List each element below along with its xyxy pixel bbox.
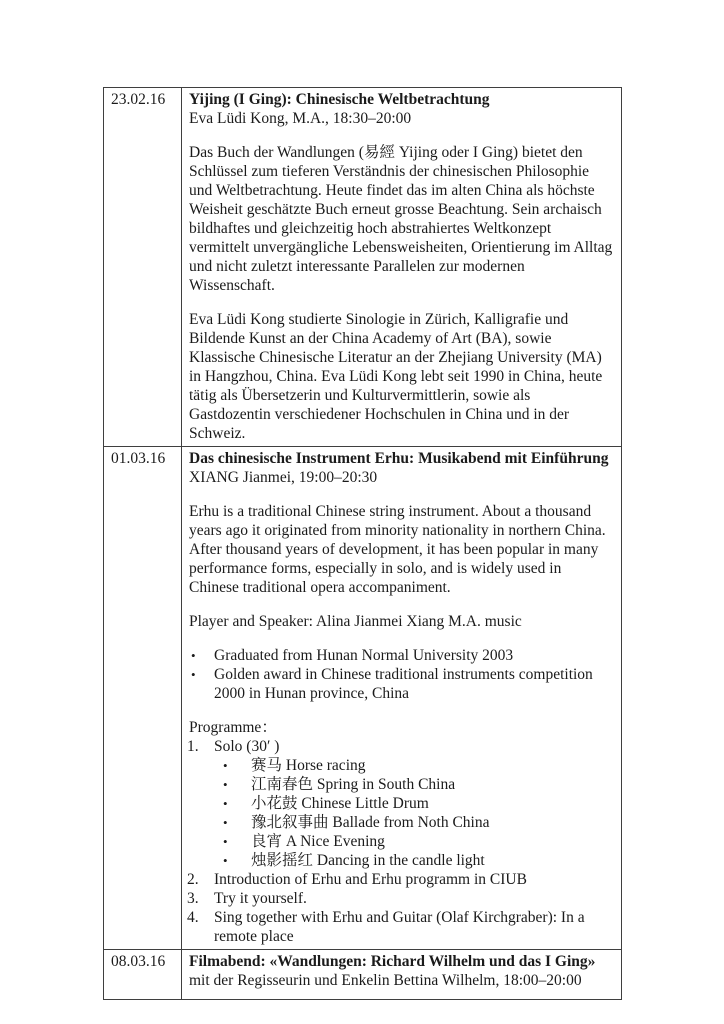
item-number: 1. xyxy=(187,738,199,755)
event-title: Das chinesische Instrument Erhu: Musikabend mit Einführung xyxy=(189,450,609,467)
sub-bullet-text: 豫北叙事曲 Ballade from Noth China xyxy=(251,814,490,831)
item-number: 4. xyxy=(187,909,199,926)
bullet-icon: • xyxy=(191,648,196,663)
sub-bullet-item xyxy=(223,851,613,870)
paragraph: Eva Lüdi Kong, M.A., 18:30–20:00 xyxy=(189,110,412,127)
bullet-item xyxy=(189,665,613,703)
bullet-list xyxy=(189,646,613,703)
bullet-icon: • xyxy=(223,777,228,792)
bullet-text: Graduated from Hunan Normal University 2003 xyxy=(214,647,514,664)
sub-bullet-item xyxy=(223,756,613,775)
item-text: Sing together with Erhu and Guitar (Olaf Kirchgraber): In a remote place xyxy=(214,909,585,945)
events-table-body xyxy=(104,88,622,1000)
sub-bullet-item xyxy=(223,832,613,851)
event-title: Filmabend: «Wandlungen: Richard Wilhelm und das I Ging» xyxy=(189,953,596,970)
bullet-icon: • xyxy=(223,853,228,868)
blank-line xyxy=(189,631,613,646)
sub-bullet-item xyxy=(223,813,613,832)
item-text: Try it yourself. xyxy=(214,890,307,907)
event-row xyxy=(104,950,622,1000)
bullet-text: Golden award in Chinese traditional instruments competition 2000 in Hunan province, China xyxy=(214,666,593,702)
numbered-item xyxy=(189,870,613,889)
paragraph: XIANG Jianmei, 19:00–20:30 xyxy=(189,469,378,486)
sub-bullet-text: 小花鼓 Chinese Little Drum xyxy=(251,795,429,812)
paragraph: Eva Lüdi Kong studierte Sinologie in Zürich, Kalligrafie und Bildende Kunst an der China Academy of Art (BA), sowie Klassische Chinesische Literatur an der Zhejiang University (MA) in Hangzhou, China. Eva Lüdi Kong lebt seit 1990 in China, heute tätig als Übersetzerin und Kulturvermittlerin, sowie als Gastdozentin verschiedener Hochschulen in China und in der Schweiz. xyxy=(189,311,603,442)
sub-bullet-text: 良宵 A Nice Evening xyxy=(251,833,385,850)
blank-line xyxy=(189,128,613,143)
sub-bullet-item xyxy=(223,775,613,794)
events-table xyxy=(103,87,622,1000)
sub-bullet-item xyxy=(223,794,613,813)
item-number: 2. xyxy=(187,871,199,888)
sub-bullet-text: 江南春色 Spring in South China xyxy=(251,776,456,793)
numbered-item xyxy=(189,737,613,756)
item-number: 3. xyxy=(187,890,199,907)
event-content-cell xyxy=(182,447,622,950)
sub-bullet-text: 烛影摇红 Dancing in the candle light xyxy=(251,852,485,869)
bullet-icon: • xyxy=(223,834,228,849)
paragraph: Programme： xyxy=(189,719,277,736)
paragraph: mit der Regisseurin und Enkelin Bettina Wilhelm, 18:00–20:00 xyxy=(189,972,582,989)
event-row xyxy=(104,88,622,447)
item-text: Introduction of Erhu and Erhu programm in CIUB xyxy=(214,871,527,888)
event-row xyxy=(104,447,622,950)
event-title: Yijing (I Ging): Chinesische Weltbetrachtung xyxy=(189,91,490,108)
paragraph: Player and Speaker: Alina Jianmei Xiang M.A. music xyxy=(189,613,522,630)
event-date: 23.02.16 xyxy=(111,91,166,108)
bullet-icon: • xyxy=(191,667,196,682)
blank-line xyxy=(189,703,613,718)
event-date: 01.03.16 xyxy=(111,450,166,467)
event-content-cell xyxy=(182,950,622,1000)
bullet-icon: • xyxy=(223,758,228,773)
blank-line xyxy=(189,487,613,502)
event-date-cell xyxy=(104,447,182,950)
bullet-icon: • xyxy=(223,815,228,830)
numbered-item xyxy=(189,908,613,946)
event-date-cell xyxy=(104,88,182,447)
item-text: Solo (30′ ) xyxy=(214,738,280,755)
event-date-cell xyxy=(104,950,182,1000)
paragraph: Das Buch der Wandlungen (易經 Yijing oder I Ging) bietet den Schlüssel zum tieferen Verständnis der chinesischen Philosophie und Weltbetrachtung. Heute findet das im alten China als höchste Weisheit geschätzte Buch erneut grosse Beachtung. Sein archaisch bildhaftes und gleichzeitig hoch abstrahiertes Weltkonzept vermittelt unvergängliche Lebensweisheiten, Orientierung im Alltag und nicht zuletzt interessante Parallelen zur modernen Wissenschaft. xyxy=(189,144,613,294)
event-content-cell xyxy=(182,88,622,447)
numbered-list xyxy=(189,737,613,946)
event-date: 08.03.16 xyxy=(111,953,166,970)
sub-bullet-text: 赛马 Horse racing xyxy=(251,757,366,774)
bullet-icon: • xyxy=(223,796,228,811)
sub-bullet-list xyxy=(189,756,613,870)
numbered-item xyxy=(189,889,613,908)
paragraph: Erhu is a traditional Chinese string instrument. About a thousand years ago it originated from minority nationality in northern China. After thousand years of development, it has been popular in many performance forms, especially in solo, and is widely used in Chinese traditional opera accompaniment. xyxy=(189,503,606,596)
bullet-item xyxy=(189,646,613,665)
blank-line xyxy=(189,597,613,612)
blank-line xyxy=(189,295,613,310)
